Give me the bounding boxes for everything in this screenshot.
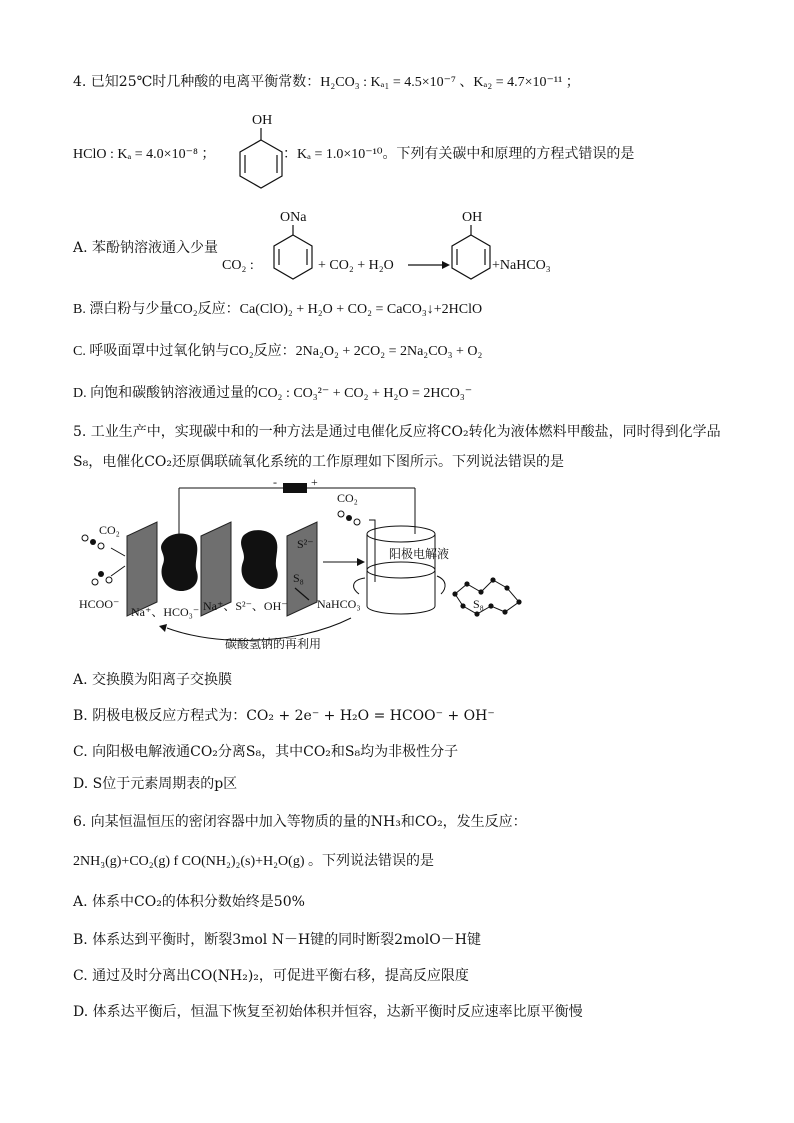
q6-option-b: B. 体系达到平衡时，断裂3mol N－H键的同时断裂2molO－H键 [73,932,481,948]
benzene-ring-icon [452,235,490,279]
ions-left-label: Na⁺、HCO₃⁻ [131,605,200,619]
s8-ring-label: S₈ [473,597,484,611]
q5-stem-line1: 5. 工业生产中，实现碳中和的一种方法是通过电催化反应将CO₂转化为液体燃料甲酸盐，同时得到化学品 [73,424,721,440]
battery-plus: + [311,476,318,489]
electrolysis-diagram [75,476,535,656]
q4-a-oh: OH [462,210,483,225]
q4-a-ona: ONa [280,210,307,225]
recycle-label: 碳酸氢钠的再利用 [225,637,322,651]
battery-icon [283,483,307,493]
q4-option-d: D. 向饱和碳酸钠溶液通过量的CO₂ : CO₃²⁻ + CO₂ + H₂O = 2HCO₃⁻ [73,386,473,401]
q6-option-d: D. 体系达平衡后，恒温下恢复至初始体积并恒容，达新平衡时反应速率比原平衡慢 [73,1004,583,1020]
s8-electrode-label: S₈ [293,571,304,585]
q4-a-end: +NaHCO₃ [492,258,551,273]
q4-stem-line2 [73,144,215,165]
co2-left-label: CO₂ [99,523,120,537]
q4-option-b: B. 漂白粉与少量CO₂反应：Ca(ClO)₂ + H₂O + CO₂ = CaCO₃↓+2HClO [73,302,483,317]
q4-stem-line2b [283,144,634,165]
q4-option-a-label: A. 苯酚钠溶液通入少量 [73,240,219,256]
q4-option-c: C. 呼吸面罩中过氧化钠与CO₂反应：2Na₂O₂ + 2CO₂ = 2Na₂CO₃ + O₂ [73,344,483,359]
anode-catalyst-icon [241,530,278,589]
q6-stem-line2: 2NH₃(g)+CO₂(g) f CO(NH₂)₂(s)+H₂O(g) 。下列说法错误的是 [73,854,434,869]
cathode-plate [127,522,157,616]
phenol-oh-label: OH [252,113,273,128]
q4-a-co2: CO₂ : [222,258,254,273]
q6-option-c: C. 通过及时分离出CO(NH₂)₂，可促进平衡右移，提高反应限度 [73,968,469,984]
q6-option-a: A. 体系中CO₂的体积分数始终是50% [73,894,305,910]
s2-label: S²⁻ [297,537,314,551]
beaker-icon [367,526,435,542]
q5-stem-line2: S₈，电催化CO₂还原偶联硫氧化系统的工作原理如下图所示。下列说法错误的是 [73,454,565,470]
nahco3-label: NaHCO₃ [317,597,361,611]
ions-right-label: Na⁺、S²⁻、OH⁻ [203,599,288,613]
anolyte-label: 阳极电解液 [389,547,450,561]
q4-hclo-constant: HClO : Kₐ = 4.0×10⁻⁸ ； [73,147,216,162]
s8-ring-icon [452,577,521,616]
q4-stem-suffix: 。下列有关碳中和原理的方程式错误的是 [382,146,635,162]
benzene-ring-icon [274,235,312,279]
q5-option-a: A. 交换膜为阳离子交换膜 [73,672,233,688]
q5-option-d: D. S位于元素周期表的p区 [73,776,238,792]
q4-phenol-constant: ：Kₐ = 1.0×10⁻¹⁰ [283,147,383,162]
q5-option-b: B. 阴极电极反应方程式为：CO₂ + 2e⁻ + H₂O = HCOO⁻ + OH⁻ [73,708,495,724]
q4-stem-line1 [73,72,580,93]
phenol-structure-icon [228,108,288,194]
q6-stem-line1: 6. 向某恒温恒压的密闭容器中加入等物质的量的NH₃和CO₂，发生反应： [73,814,527,830]
q5-option-c: C. 向阳极电解液通CO₂分离S₈，其中CO₂和S₈均为非极性分子 [73,744,459,760]
q4-h2co3-constants: H₂CO₃ : Kₐ₁ = 4.5×10⁻⁷ 、Kₐ₂ = 4.7×10⁻¹¹ ； [320,75,580,90]
co2-top-label: CO₂ [337,491,358,505]
q4-a-mid: + CO₂ + H₂O [318,258,394,273]
q4-option-a-equation [218,205,578,287]
battery-minus: - [273,476,277,489]
hcoo-label: HCOO⁻ [79,597,120,611]
cathode-catalyst-icon [161,534,198,592]
q4-stem-prefix: 4. 已知25℃时几种酸的电离平衡常数： [73,74,321,90]
